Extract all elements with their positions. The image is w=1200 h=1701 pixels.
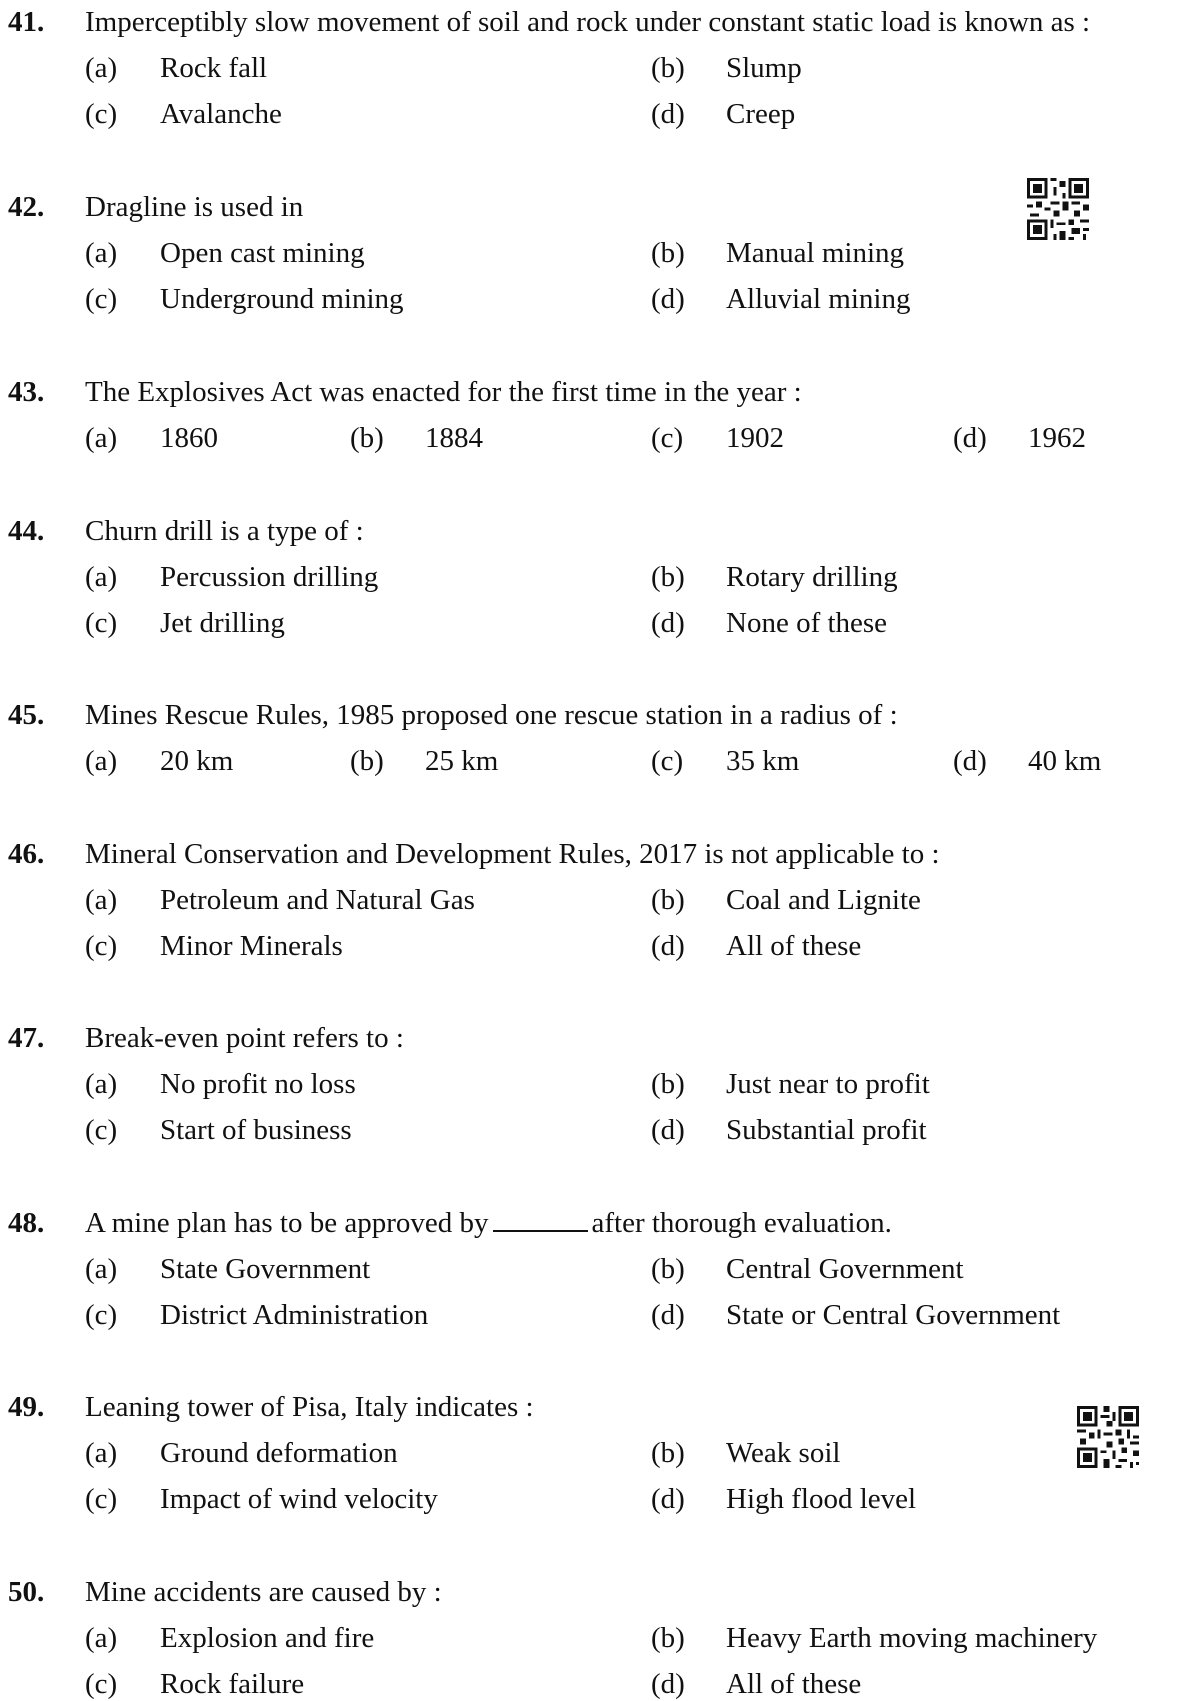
question-number: 48. (8, 1207, 45, 1239)
option-text: Weak soil (726, 1437, 841, 1469)
option-letter: (c) (85, 930, 118, 962)
qr-code-icon (1077, 1406, 1139, 1468)
option-text: 35 km (726, 745, 800, 777)
option-letter: (c) (651, 422, 684, 454)
option-letter: (d) (651, 1114, 685, 1146)
question-number: 50. (8, 1576, 45, 1608)
option-letter: (a) (85, 1622, 118, 1654)
option-letter: (d) (953, 745, 987, 777)
question-number: 46. (8, 838, 45, 870)
option-letter: (d) (953, 422, 987, 454)
option-text: Slump (726, 52, 802, 84)
option-letter: (b) (350, 745, 384, 777)
question-number: 44. (8, 515, 45, 547)
question-text: Leaning tower of Pisa, Italy indicates : (85, 1391, 534, 1423)
option-text: Just near to profit (726, 1068, 930, 1100)
option-letter: (b) (651, 52, 685, 84)
option-text: Avalanche (160, 98, 282, 130)
option-text: Percussion drilling (160, 561, 379, 593)
option-text: Start of business (160, 1114, 352, 1146)
option-text: Coal and Lignite (726, 884, 921, 916)
question-text (85, 1206, 892, 1240)
option-letter: (a) (85, 1253, 118, 1285)
option-letter: (c) (85, 98, 118, 130)
option-text: High flood level (726, 1483, 917, 1515)
option-letter: (b) (651, 884, 685, 916)
option-letter: (c) (85, 1299, 118, 1331)
option-letter: (a) (85, 561, 118, 593)
option-text: Alluvial mining (726, 283, 911, 315)
option-text: State Government (160, 1253, 371, 1285)
option-text: State or Central Government (726, 1299, 1061, 1331)
option-letter: (c) (85, 1668, 118, 1700)
question-text-after-blank: after thorough evaluation. (591, 1207, 892, 1239)
option-letter: (b) (651, 1253, 685, 1285)
option-text: 25 km (425, 745, 499, 777)
option-text: 1860 (160, 422, 218, 454)
option-text: Rock fall (160, 52, 268, 84)
option-letter: (d) (651, 930, 685, 962)
question-text: Mineral Conservation and Development Rules, 2017 is not applicable to : (85, 838, 940, 870)
question-text: Mine accidents are caused by : (85, 1576, 442, 1608)
option-text: All of these (726, 1668, 862, 1700)
question-text: Imperceptibly slow movement of soil and rock under constant static load is known as : (85, 6, 1091, 38)
option-text: 20 km (160, 745, 234, 777)
option-text: No profit no loss (160, 1068, 356, 1100)
option-text: 1962 (1028, 422, 1086, 454)
question-number: 45. (8, 699, 45, 731)
option-letter: (b) (651, 237, 685, 269)
option-letter: (a) (85, 884, 118, 916)
option-text: District Administration (160, 1299, 429, 1331)
option-text: Manual mining (726, 237, 905, 269)
option-text: Open cast mining (160, 237, 365, 269)
option-text: Creep (726, 98, 796, 130)
question-number: 42. (8, 191, 45, 223)
option-letter: (a) (85, 52, 118, 84)
option-text: 1902 (726, 422, 784, 454)
option-letter: (d) (651, 283, 685, 315)
option-letter: (d) (651, 607, 685, 639)
option-text: Jet drilling (160, 607, 285, 639)
option-letter: (b) (651, 1622, 685, 1654)
option-letter: (c) (85, 607, 118, 639)
question-number: 41. (8, 6, 45, 38)
option-letter: (d) (651, 1299, 685, 1331)
question-text: Break-even point refers to : (85, 1022, 404, 1054)
option-letter: (c) (85, 283, 118, 315)
qr-code-icon (1027, 178, 1089, 240)
option-text: 1884 (425, 422, 483, 454)
fill-in-blank (493, 1206, 588, 1232)
option-text: None of these (726, 607, 888, 639)
option-text: Petroleum and Natural Gas (160, 884, 475, 916)
option-text: Substantial profit (726, 1114, 927, 1146)
option-text: Central Government (726, 1253, 964, 1285)
option-letter: (d) (651, 98, 685, 130)
question-text: Dragline is used in (85, 191, 304, 223)
option-text: Underground mining (160, 283, 404, 315)
option-letter: (a) (85, 745, 118, 777)
option-letter: (b) (350, 422, 384, 454)
option-letter: (b) (651, 1068, 685, 1100)
option-letter: (a) (85, 1068, 118, 1100)
option-letter: (a) (85, 422, 118, 454)
question-number: 43. (8, 376, 45, 408)
option-text: Rotary drilling (726, 561, 898, 593)
question-text: The Explosives Act was enacted for the first time in the year : (85, 376, 802, 408)
option-letter: (d) (651, 1483, 685, 1515)
option-letter: (b) (651, 1437, 685, 1469)
question-text: Churn drill is a type of : (85, 515, 364, 547)
option-text: Minor Minerals (160, 930, 343, 962)
option-letter: (c) (651, 745, 684, 777)
option-letter: (d) (651, 1668, 685, 1700)
option-letter: (b) (651, 561, 685, 593)
option-text: 40 km (1028, 745, 1102, 777)
question-number: 49. (8, 1391, 45, 1423)
option-letter: (c) (85, 1114, 118, 1146)
option-letter: (c) (85, 1483, 118, 1515)
question-text: Mines Rescue Rules, 1985 proposed one rescue station in a radius of : (85, 699, 898, 731)
option-text: Heavy Earth moving machinery (726, 1622, 1098, 1654)
option-text: All of these (726, 930, 862, 962)
option-text: Explosion and fire (160, 1622, 375, 1654)
option-letter: (a) (85, 237, 118, 269)
option-letter: (a) (85, 1437, 118, 1469)
question-number: 47. (8, 1022, 45, 1054)
question-text-before-blank: A mine plan has to be approved by (85, 1207, 489, 1239)
option-text: Ground deformation (160, 1437, 398, 1469)
option-text: Rock failure (160, 1668, 305, 1700)
option-text: Impact of wind velocity (160, 1483, 438, 1515)
